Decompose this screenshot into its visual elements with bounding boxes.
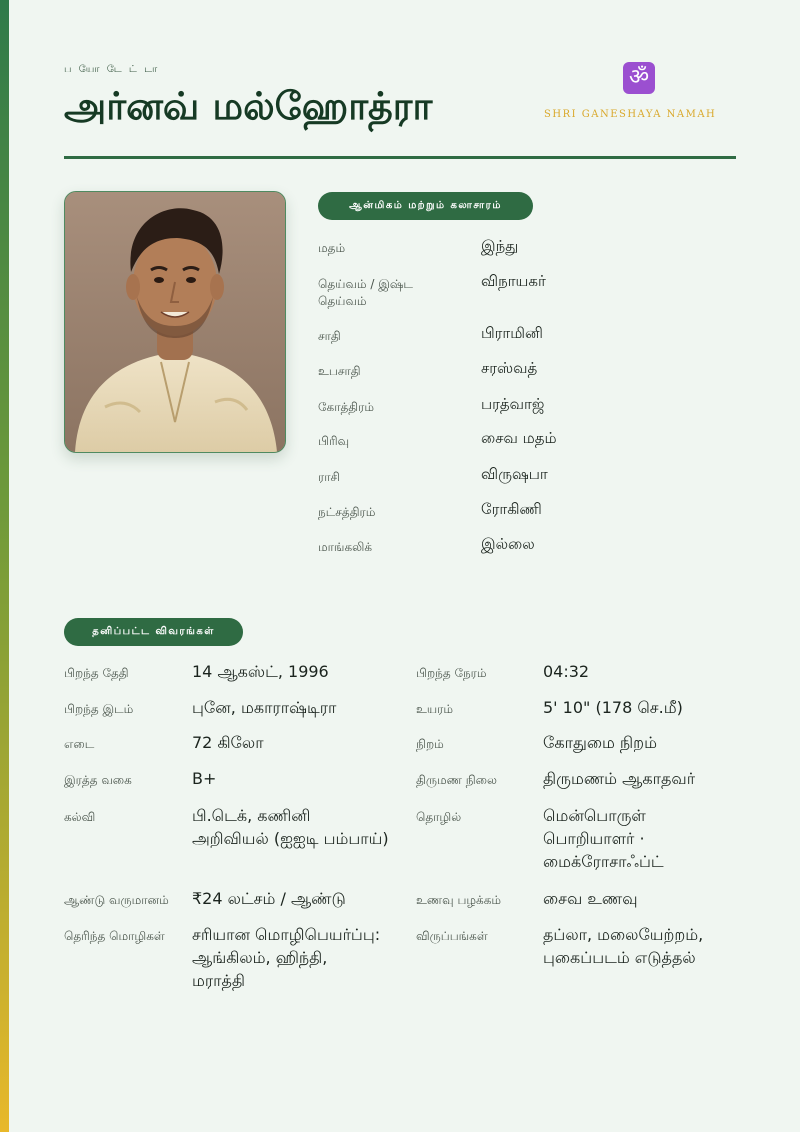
section-pill-spiritual: ஆன்மிகம் மற்றும் கலாசாரம்	[318, 192, 533, 220]
detail-label: உயரம்	[416, 702, 454, 716]
detail-label: நிறம்	[416, 737, 444, 751]
detail-value: விருஷபா	[481, 465, 548, 483]
detail-value: ₹24 லட்சம் / ஆண்டு	[192, 889, 346, 908]
detail-label: பிறந்த நேரம்	[416, 666, 487, 680]
detail-label: விருப்பங்கள்	[416, 929, 488, 943]
detail-label: திருமண நிலை	[416, 773, 497, 787]
detail-value: புனே, மகாராஷ்டிரா	[192, 698, 337, 717]
detail-value: இல்லை	[481, 535, 535, 553]
detail-label: சாதி	[318, 329, 341, 343]
detail-value: திருமணம் ஆகாதவர்	[543, 769, 696, 788]
detail-label: கல்வி	[64, 810, 96, 824]
detail-value: கோதுமை நிறம்	[543, 733, 657, 752]
detail-label: எடை	[64, 737, 95, 751]
detail-value: விநாயகர்	[481, 272, 546, 290]
detail-value: சைவ மதம்	[481, 429, 557, 447]
candidate-name: அர்னவ் மல்ஹோத்ரா	[64, 84, 433, 128]
header-divider	[64, 156, 736, 159]
detail-label: இரத்த வகை	[64, 773, 132, 787]
detail-label: பிறந்த இடம்	[64, 702, 134, 716]
detail-value: சரஸ்வத்	[481, 359, 538, 377]
detail-value: பரத்வாஜ்	[481, 395, 545, 413]
detail-label: நட்சத்திரம்	[318, 505, 376, 519]
detail-label: மாங்கலிக்	[318, 540, 373, 554]
detail-value: சைவ உணவு	[543, 889, 638, 908]
detail-value: இந்து	[481, 237, 519, 255]
om-icon: ॐ	[623, 62, 655, 94]
detail-value: மென்பொருள் பொறியாளர் · மைக்ரோசாஃப்ட்	[543, 806, 664, 871]
side-accent-bar	[0, 0, 9, 1132]
detail-value: 72 கிலோ	[192, 733, 264, 752]
portrait-illustration	[65, 192, 285, 452]
detail-label: ராசி	[318, 470, 340, 484]
detail-value: 5' 10" (178 செ.மீ)	[543, 698, 683, 717]
section-pill-personal: தனிப்பட்ட விவரங்கள்	[64, 618, 243, 646]
detail-label: உணவு பழக்கம்	[416, 893, 502, 907]
detail-value: சரியான மொழிபெயர்ப்பு: ஆங்கிலம், ஹிந்தி, மராத்தி	[192, 925, 381, 990]
detail-label: தொழில்	[416, 810, 462, 824]
biodata-label: ப யோ டே ட் டா	[64, 64, 160, 75]
detail-label: மதம்	[318, 241, 346, 255]
detail-value: 04:32	[543, 662, 590, 681]
detail-value: ரோகிணி	[481, 500, 542, 518]
detail-value: பிராமினி	[481, 324, 543, 342]
detail-value: B+	[192, 769, 217, 788]
detail-label: உபசாதி	[318, 364, 361, 378]
detail-label: தெய்வம் / இஷ்ட தெய்வம்	[318, 277, 413, 308]
detail-label: பிறந்த தேதி	[64, 666, 129, 680]
profile-photo	[64, 191, 286, 453]
detail-value: தப்லா, மலையேற்றம், புகைப்படம் எடுத்தல்	[543, 925, 704, 967]
detail-label: கோத்திரம்	[318, 400, 374, 414]
detail-label: ஆண்டு வருமானம்	[64, 893, 169, 907]
detail-value: பி.டெக், கணினி அறிவியல் (ஐஐடி பம்பாய்)	[192, 806, 389, 848]
detail-label: பிரிவு	[318, 434, 350, 448]
detail-value: 14 ஆகஸ்ட், 1996	[192, 662, 329, 681]
detail-label: தெரிந்த மொழிகள்	[64, 929, 165, 943]
blessing-text: SHRI GANESHAYA NAMAH	[544, 109, 717, 120]
